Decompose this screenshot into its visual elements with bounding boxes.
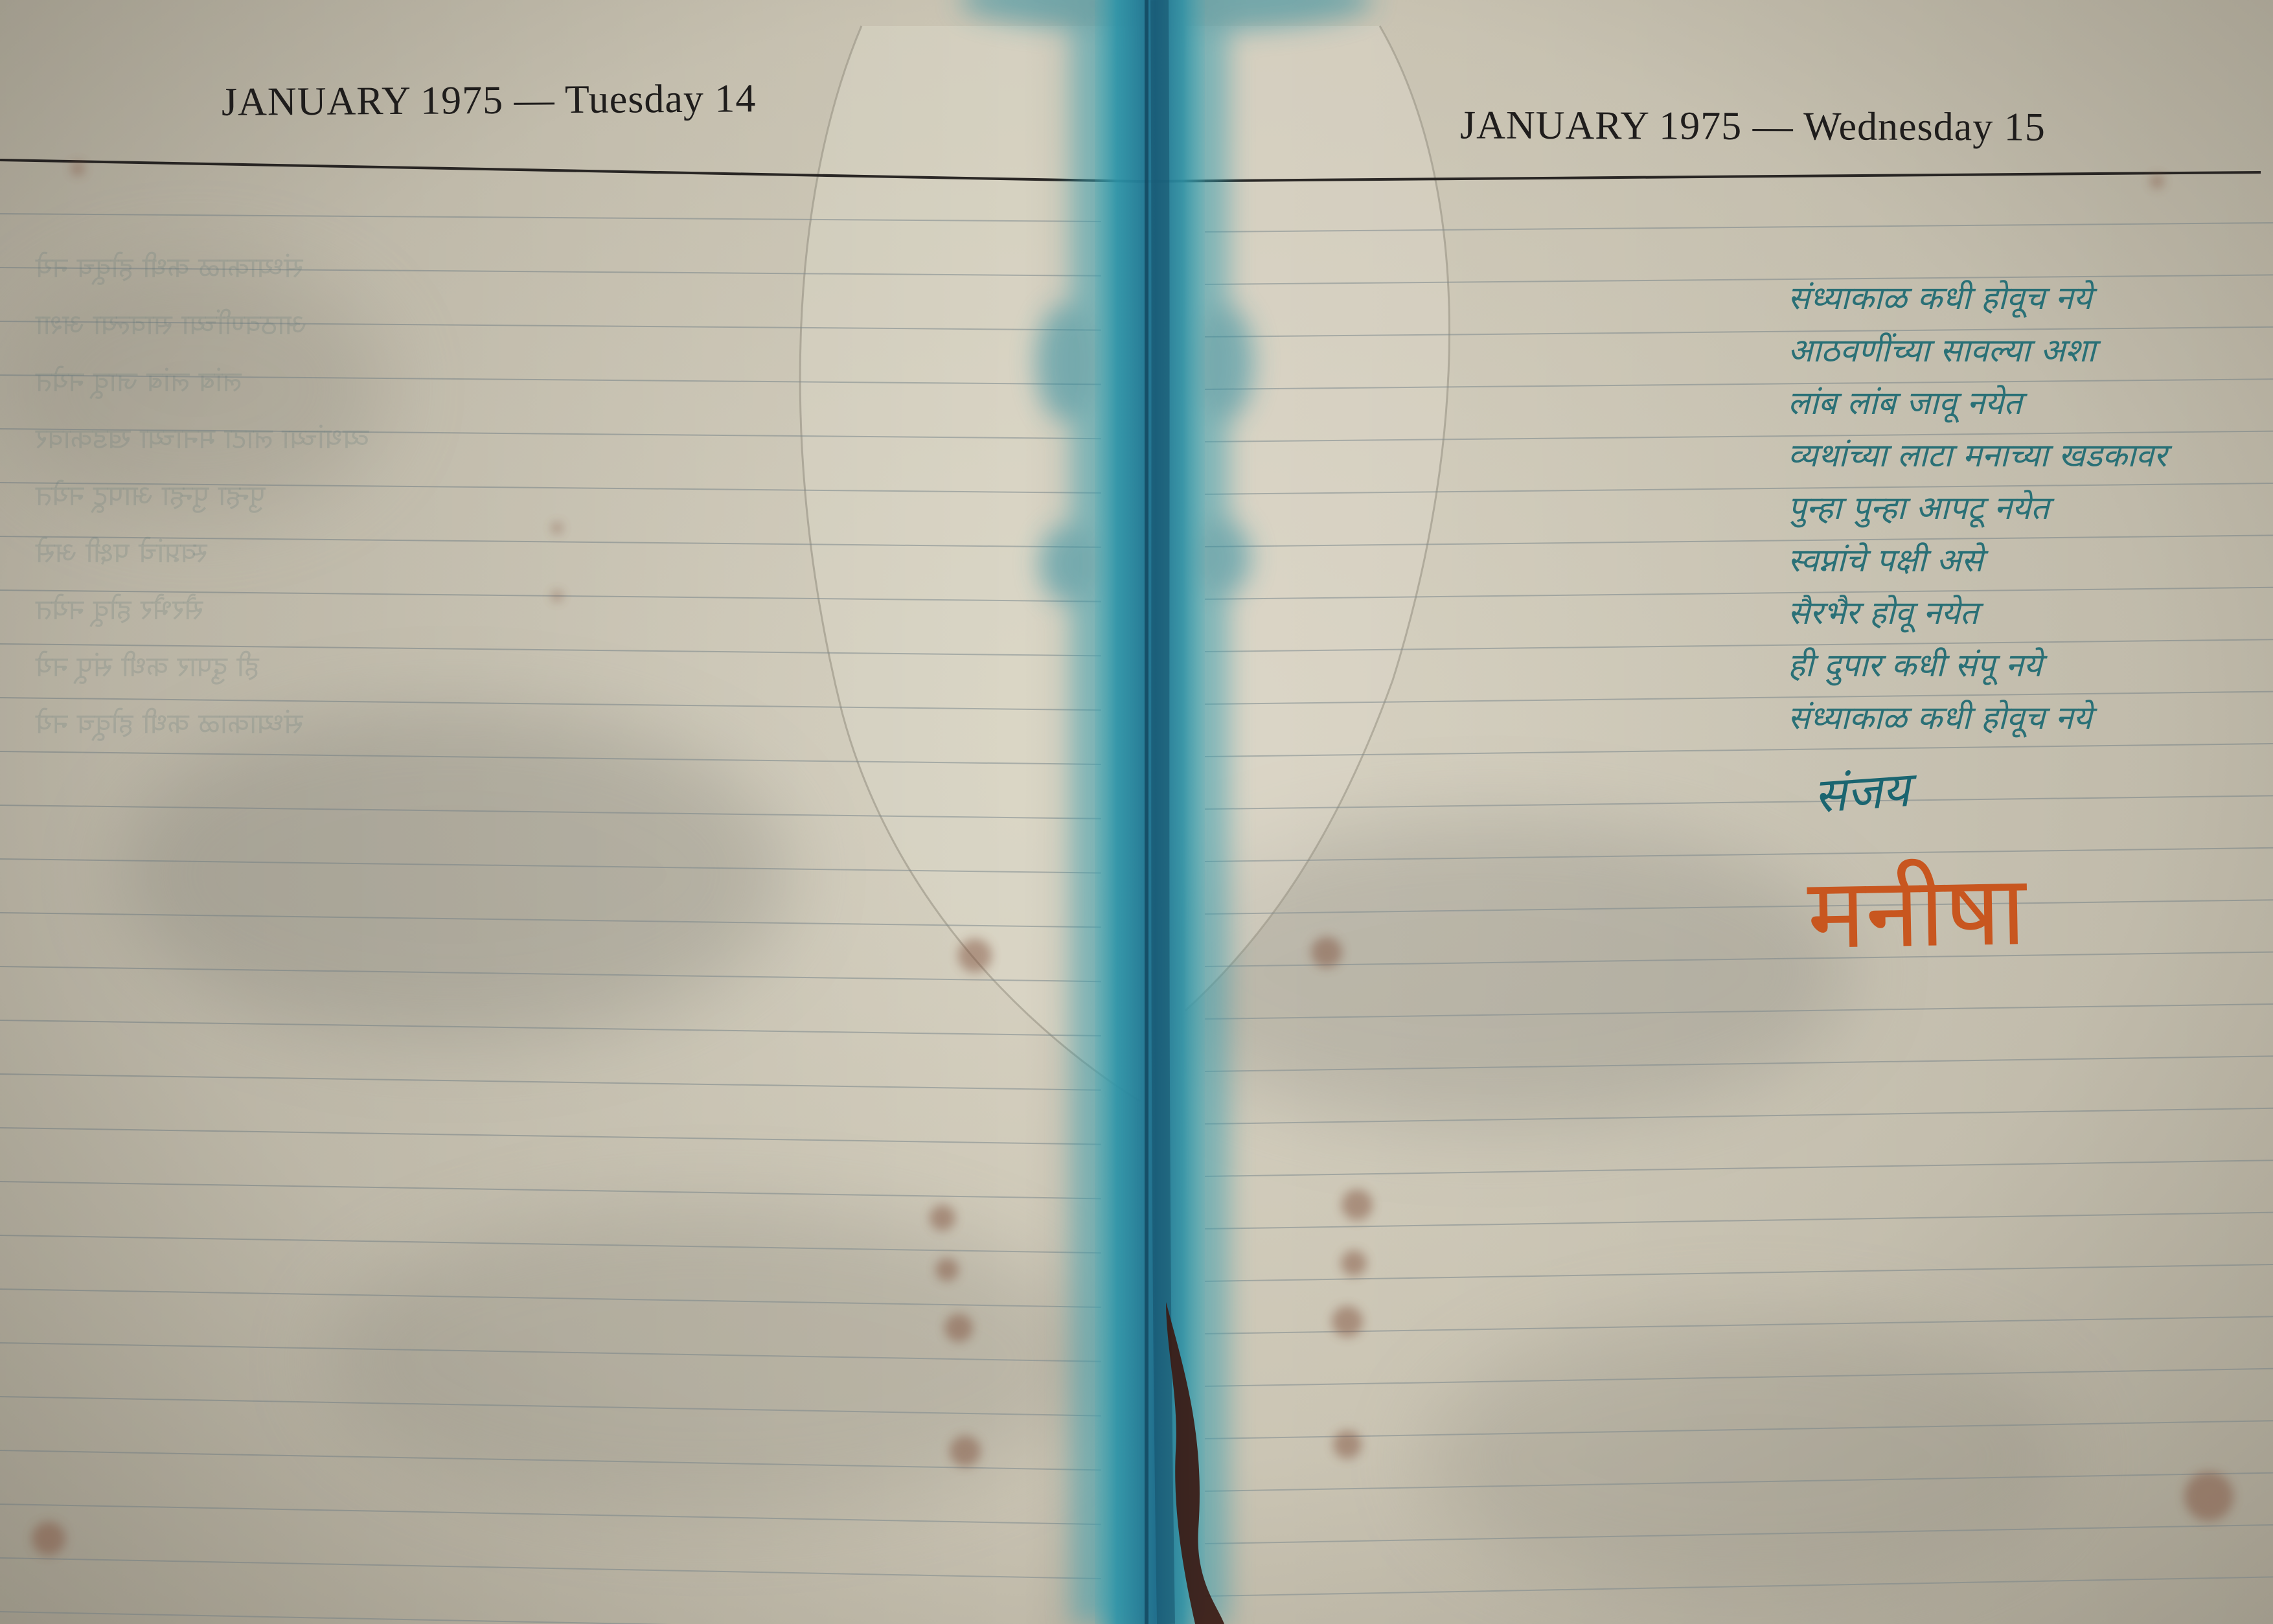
show-through-line: व्यथांच्या लाटा मनाच्या खडकावर	[36, 422, 369, 455]
author-signature: संजय	[1812, 761, 1912, 825]
show-through-line: स्वप्नांचे पक्षी असे	[36, 536, 208, 569]
left-separator: —	[514, 78, 555, 122]
show-through-text	[36, 240, 424, 753]
poem-line-9: संध्याकाळ कधी होवूच नये	[1788, 699, 2092, 737]
poem-line-5: पुन्हा पुन्हा आपटू नयेत	[1788, 489, 2050, 527]
right-page-date-header	[1460, 102, 2046, 150]
show-through-line: संध्याकाळ कधी होवूच नये	[36, 707, 304, 740]
poem-line-2: आठवणींच्या सावल्या अशा	[1788, 332, 2096, 369]
poem-line-3: लांब लांब जावू नयेत	[1788, 384, 2022, 422]
poem-line-7: सैरभैर होवू नयेत	[1788, 594, 1979, 632]
poem-line-8: ही दुपार कधी संपू नये	[1788, 646, 2042, 684]
show-through-line: सैरभैर होवू नयेत	[36, 593, 203, 626]
show-through-line: ही दुपार कधी संपू नये	[36, 650, 260, 683]
left-page-date-header	[222, 76, 757, 126]
show-through-line: पुन्हा पुन्हा आपटू नयेत	[36, 479, 266, 512]
left-day: Tuesday 14	[564, 76, 757, 122]
ink-stripe	[1095, 0, 1205, 1624]
show-through-line: आठवणींच्या सावल्या अशा	[36, 308, 307, 341]
second-signature: मनीषा	[1806, 854, 2027, 971]
right-month-year: JANUARY 1975	[1459, 103, 1742, 148]
handwritten-poem	[1788, 272, 2254, 744]
left-month-year: JANUARY 1975	[221, 78, 504, 124]
poem-line-4: व्यथांच्या लाटा मनाच्या खडकावर	[1788, 437, 2167, 474]
show-through-line: संध्याकाळ कधी होवूच नये	[36, 251, 304, 284]
poem-line-6: स्वप्नांचे पक्षी असे	[1788, 542, 1983, 579]
poem-line-1: संध्याकाळ कधी होवूच नये	[1788, 279, 2092, 317]
show-through-line: लांब लांब जावू नयेत	[36, 365, 242, 398]
right-day: Wednesday 15	[1803, 104, 2046, 150]
right-separator: —	[1752, 104, 1794, 149]
